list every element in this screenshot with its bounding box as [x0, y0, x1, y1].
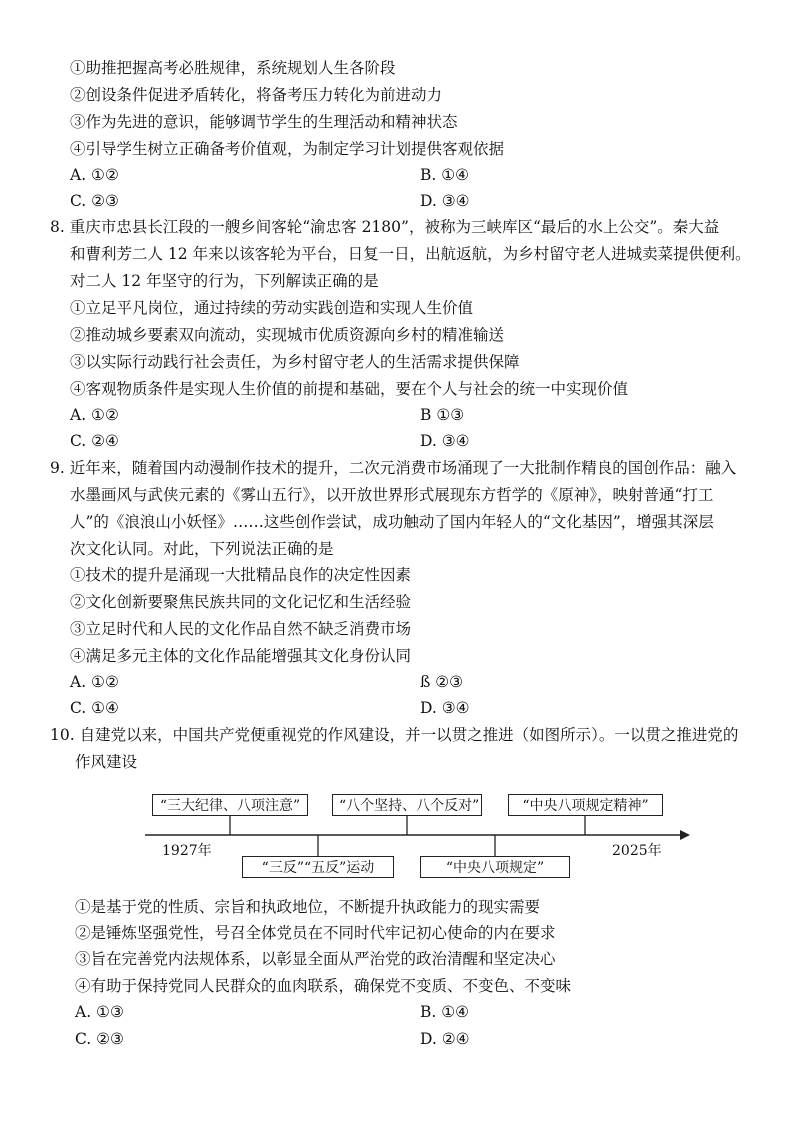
q8-option-b[interactable]: B ①③ [420, 406, 465, 424]
q8-stem-line-1: 8. 重庆市忠县长江段的一艘乡间客轮“渝忠客 2180”，被称为三峡库区“最后的水上公交”。秦大益 [50, 218, 720, 236]
q9-statement-1: ①技术的提升是涌现一大批精品良作的决定性因素 [70, 566, 412, 584]
q9-statement-3: ③立足时代和人民的文化作品自然不缺乏消费市场 [70, 620, 412, 638]
q10-option-b[interactable]: B. ①④ [420, 1003, 470, 1021]
timeline-arrow [680, 830, 690, 840]
q8-statement-4: ④客观物质条件是实现人生价值的前提和基础，要在个人与社会的统一中实现价值 [70, 380, 629, 398]
q10-stem-line-2: 作风建设 [75, 753, 138, 771]
q9-option-b[interactable]: ß ②③ [420, 673, 464, 691]
q10-stem-line-1: 10. 自建党以来，中国共产党便重视党的作风建设，并一以贯之推进（如图所示）。一以贯之推进党的 [50, 726, 739, 744]
q7-option-b[interactable]: B. ①④ [420, 166, 470, 184]
q10-statement-3: ③旨在完善党内法规体系，以彰显全面从严治党的政治清醒和坚定决心 [75, 950, 556, 968]
q10-statement-4: ④有助于保持党同人民群众的血肉联系，确保党不变质、不变色、不变味 [75, 977, 572, 995]
q9-stem-line-1: 9. 近年来，随着国内动漫制作技术的提升，二次元消费市场涌现了一大批制作精良的国创作品：融入 [50, 459, 737, 477]
q7-option-d[interactable]: D. ③④ [420, 192, 470, 210]
q8-statement-3: ③以实际行动践行社会责任，为乡村留守老人的生活需求提供保障 [70, 353, 520, 371]
q7-option-c[interactable]: C. ②③ [70, 192, 119, 210]
q10-option-d[interactable]: D. ②④ [420, 1030, 470, 1048]
q8-statement-1: ①立足平凡岗位，通过持续的劳动实践创造和实现人生价值 [70, 299, 474, 317]
q8-statement-2: ②推动城乡要素双向流动，实现城市优质资源向乡村的精准输送 [70, 326, 505, 344]
timeline-box-top-2: “八个坚持、八个反对” [332, 794, 482, 816]
timeline-box-top-3: “中央八项规定精神” [508, 794, 663, 816]
q7-statement-4: ④引导学生树立正确备考价值观，为制定学习计划提供客观依据 [70, 140, 505, 158]
q9-option-c[interactable]: C. ①④ [70, 699, 119, 717]
q7-option-a[interactable]: A. ①② [70, 166, 119, 184]
q9-stem-line-2: 水墨画风与武侠元素的《雾山五行》，以开放世界形式展现东方哲学的《原神》，映射普通“打工 [70, 486, 714, 504]
q10-option-a[interactable]: A. ①③ [75, 1003, 124, 1021]
q10-statement-1: ①是基于党的性质、宗旨和执政地位，不断提升执政能力的现实需要 [75, 898, 541, 916]
q9-stem-line-4: 次文化认同。对此，下列说法正确的是 [70, 540, 334, 558]
q7-statement-1: ①助推把握高考必胜规律，系统规划人生各阶段 [70, 59, 396, 77]
timeline-box-bottom-2: “中央八项规定” [420, 856, 570, 878]
timeline-start-year: 1927年 [162, 843, 212, 859]
q8-stem-line-2: 和曹利芳二人 12 年来以该客轮为平台，日复一日，出航返航，为乡村留守老人进城卖菜提供便利。 [70, 245, 751, 263]
q8-option-d[interactable]: D. ③④ [420, 432, 470, 450]
q9-option-a[interactable]: A. ①② [70, 673, 119, 691]
timeline-box-top-1: “三大纪律、八项注意” [152, 794, 308, 816]
q9-stem-line-3: 人”的《浪浪山小妖怪》……这些创作尝试，成功触动了国内年轻人的“文化基因”，增强其深层 [70, 513, 714, 531]
q9-option-d[interactable]: D. ③④ [420, 699, 470, 717]
q8-option-c[interactable]: C. ②④ [70, 432, 119, 450]
q7-statement-3: ③作为先进的意识，能够调节学生的生理活动和精神状态 [70, 113, 458, 131]
timeline-end-year: 2025年 [612, 843, 662, 859]
q9-statement-4: ④满足多元主体的文化作品能增强其文化身份认同 [70, 647, 412, 665]
q8-stem-line-3: 对二人 12 年坚守的行为，下列解读正确的是 [70, 272, 379, 290]
timeline-box-bottom-1: “三反”“五反”运动 [242, 856, 394, 878]
q8-option-a[interactable]: A. ①② [70, 406, 119, 424]
q7-statement-2: ②创设条件促进矛盾转化，将备考压力转化为前进动力 [70, 86, 443, 104]
q10-option-c[interactable]: C. ②③ [75, 1030, 124, 1048]
q10-statement-2: ②是锤炼坚强党性，号召全体党员在不同时代牢记初心使命的内在要求 [75, 924, 556, 942]
q9-statement-2: ②文化创新要聚焦民族共同的文化记忆和生活经验 [70, 593, 412, 611]
